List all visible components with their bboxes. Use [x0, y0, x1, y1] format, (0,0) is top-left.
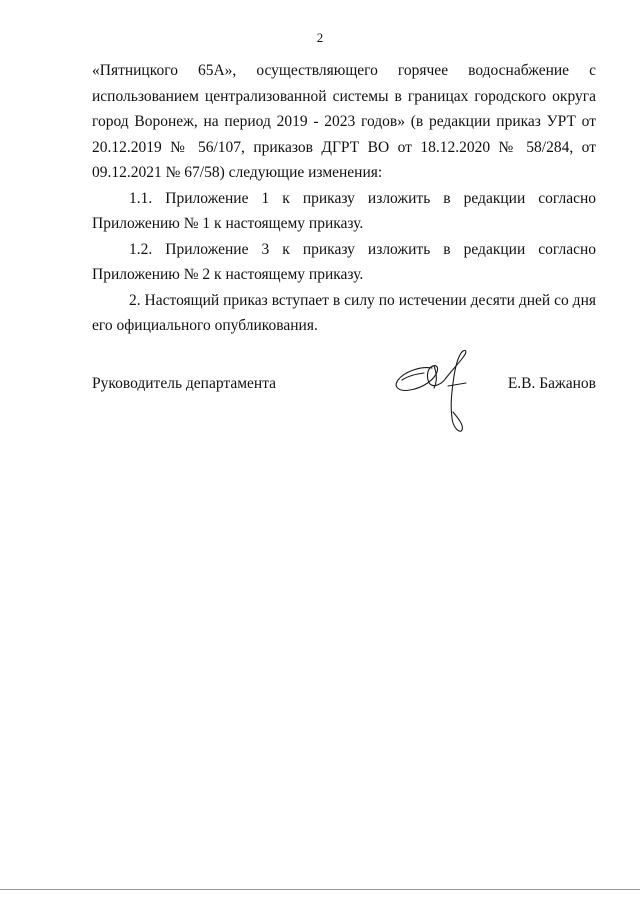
signatory-role: Руководитель департамента	[92, 375, 277, 392]
paragraph-item-1-1: 1.1. Приложение 1 к приказу изложить в редакции согласно Приложению № 1 к настоящему приказу.	[92, 189, 596, 232]
page-bottom-edge	[0, 889, 640, 890]
paragraph-item-1-2: 1.2. Приложение 3 к приказу изложить в редакции согласно Приложению № 2 к настоящему приказу.	[92, 240, 596, 283]
paragraph-item-2: 2. Настоящий приказ вступает в силу по истечении десяти дней со дня его официального опубликования.	[92, 291, 596, 334]
signatory-name: Е.В. Бажанов	[507, 375, 596, 392]
paragraph-intro: «Пятницкого 65А», осуществляющего горячее водоснабжение с использованием централизованной системы в границах городского округа город Воронеж, на период 2019 - 2023 годов» (в редакции приказ УРТ от 20.12.2019 № 56/107, приказов ДГРТ ВО от 18.12.2020 № 58/284, от 09.12.2021 № 67/58) следующие изменения:	[92, 62, 596, 181]
handwritten-signature-icon	[390, 346, 490, 438]
document-body	[92, 58, 596, 339]
page-number: 2	[316, 30, 324, 45]
